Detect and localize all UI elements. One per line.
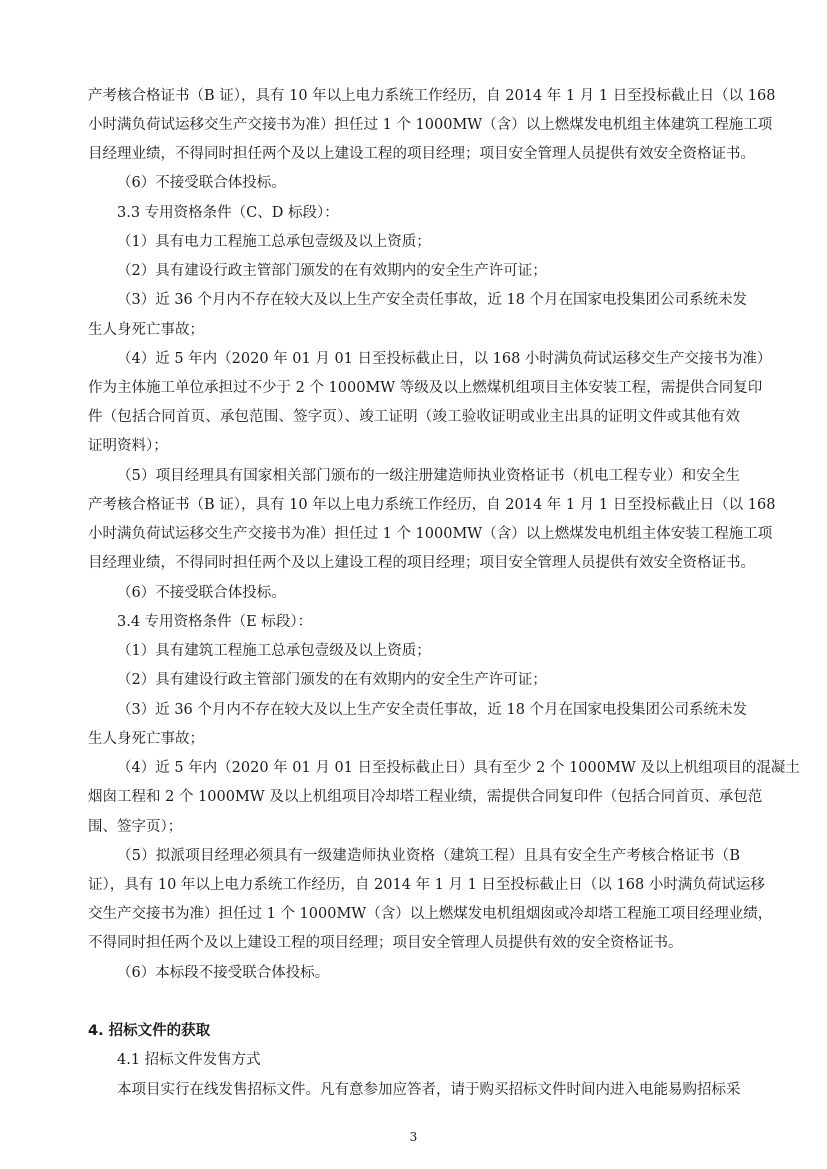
section-heading-3-4: 3.4 专用资格条件（E 标段）：	[117, 614, 313, 630]
section-heading-3-3: 3.3 专用资格条件（C、D 标段）：	[117, 205, 339, 221]
text-line: （6）不接受联合体投标。	[117, 175, 286, 191]
text-line: 产考核合格证书（B 证），具有 10 年以上电力系统工作经历，自 2014 年 1 月 1 日至投标截止日（以 168	[88, 497, 776, 513]
text-line: 围、签字页）；	[88, 819, 183, 835]
page-number: 3	[409, 1130, 418, 1144]
text-line: （5）项目经理具有国家相关部门颁布的一级注册建造师执业资格证书（机电工程专业）和安全生	[117, 468, 740, 484]
text-line: 本项目实行在线发售招标文件。凡有意参加应答者，请于购买招标文件时间内进入电能易购招标采	[117, 1082, 741, 1098]
text-line: （1）具有建筑工程施工总承包壹级及以上资质；	[117, 643, 431, 659]
text-line: 烟囱工程和 2 个 1000MW 及以上机组项目冷却塔工程业绩，需提供合同复印件（包括合同首页、承包范	[88, 789, 763, 805]
text-line: （4）近 5 年内（2020 年 01 月 01 日至投标截止日）具有至少 2 个 1000MW 及以上机组项目的混凝土	[117, 760, 800, 776]
text-line: 件（包括合同首页、承包范围、签字页）、竣工证明（竣工验收证明或业主出具的证明文件或其他有效	[88, 409, 740, 425]
text-line: 交生产交接书为准）担任过 1 个 1000MW（含）以上燃煤发电机组烟囱或冷却塔工程施工项目经理业绩，	[88, 906, 773, 922]
text-line: （2）具有建设行政主管部门颁发的在有效期内的安全生产许可证；	[117, 672, 547, 688]
text-line: （5）拟派项目经理必须具有一级建造师执业资格（建筑工程）且具有安全生产考核合格证书（B	[117, 848, 740, 864]
text-line: （1）具有电力工程施工总承包壹级及以上资质；	[117, 234, 431, 250]
text-line: （3）近 36 个月内不存在较大及以上生产安全责任事故，近 18 个月在国家电投集团公司系统未发	[117, 292, 748, 308]
text-line: 证明资料）；	[88, 438, 168, 454]
text-line: 目经理业绩，不得同时担任两个及以上建设工程的项目经理；项目安全管理人员提供有效安全资格证书。	[88, 555, 755, 571]
text-line: 生人身死亡事故；	[88, 322, 204, 338]
section-heading-4: 4. 招标文件的获取	[88, 1023, 211, 1039]
text-line: 产考核合格证书（B 证），具有 10 年以上电力系统工作经历，自 2014 年 1 月 1 日至投标截止日（以 168	[88, 88, 776, 104]
text-line: （6）本标段不接受联合体投标。	[117, 965, 330, 981]
text-line: 证），具有 10 年以上电力系统工作经历，自 2014 年 1 月 1 日至投标截止日（以 168 小时满负荷试运移	[88, 877, 765, 893]
subsection-heading-4-1: 4.1 招标文件发售方式	[117, 1052, 261, 1068]
text-line: 作为主体施工单位承担过不少于 2 个 1000MW 等级及以上燃煤机组项目主体安装工程，需提供合同复印	[88, 380, 763, 396]
text-line: 目经理业绩，不得同时担任两个及以上建设工程的项目经理；项目安全管理人员提供有效安全资格证书。	[88, 146, 755, 162]
text-line: （2）具有建设行政主管部门颁发的在有效期内的安全生产许可证；	[117, 263, 547, 279]
text-line: 小时满负荷试运移交生产交接书为准）担任过 1 个 1000MW（含）以上燃煤发电机组主体建筑工程施工项	[88, 117, 773, 133]
text-line: 生人身死亡事故；	[88, 731, 204, 747]
text-line: 小时满负荷试运移交生产交接书为准）担任过 1 个 1000MW（含）以上燃煤发电机组主体安装工程施工项	[88, 526, 773, 542]
text-line: （4）近 5 年内（2020 年 01 月 01 日至投标截止日，以 168 小时满负荷试运移交生产交接书为准）	[117, 351, 772, 367]
text-line: （3）近 36 个月内不存在较大及以上生产安全责任事故，近 18 个月在国家电投集团公司系统未发	[117, 702, 748, 718]
text-line: （6）不接受联合体投标。	[117, 585, 286, 601]
text-line: 不得同时担任两个及以上建设工程的项目经理；项目安全管理人员提供有效的安全资格证书。	[88, 935, 683, 951]
